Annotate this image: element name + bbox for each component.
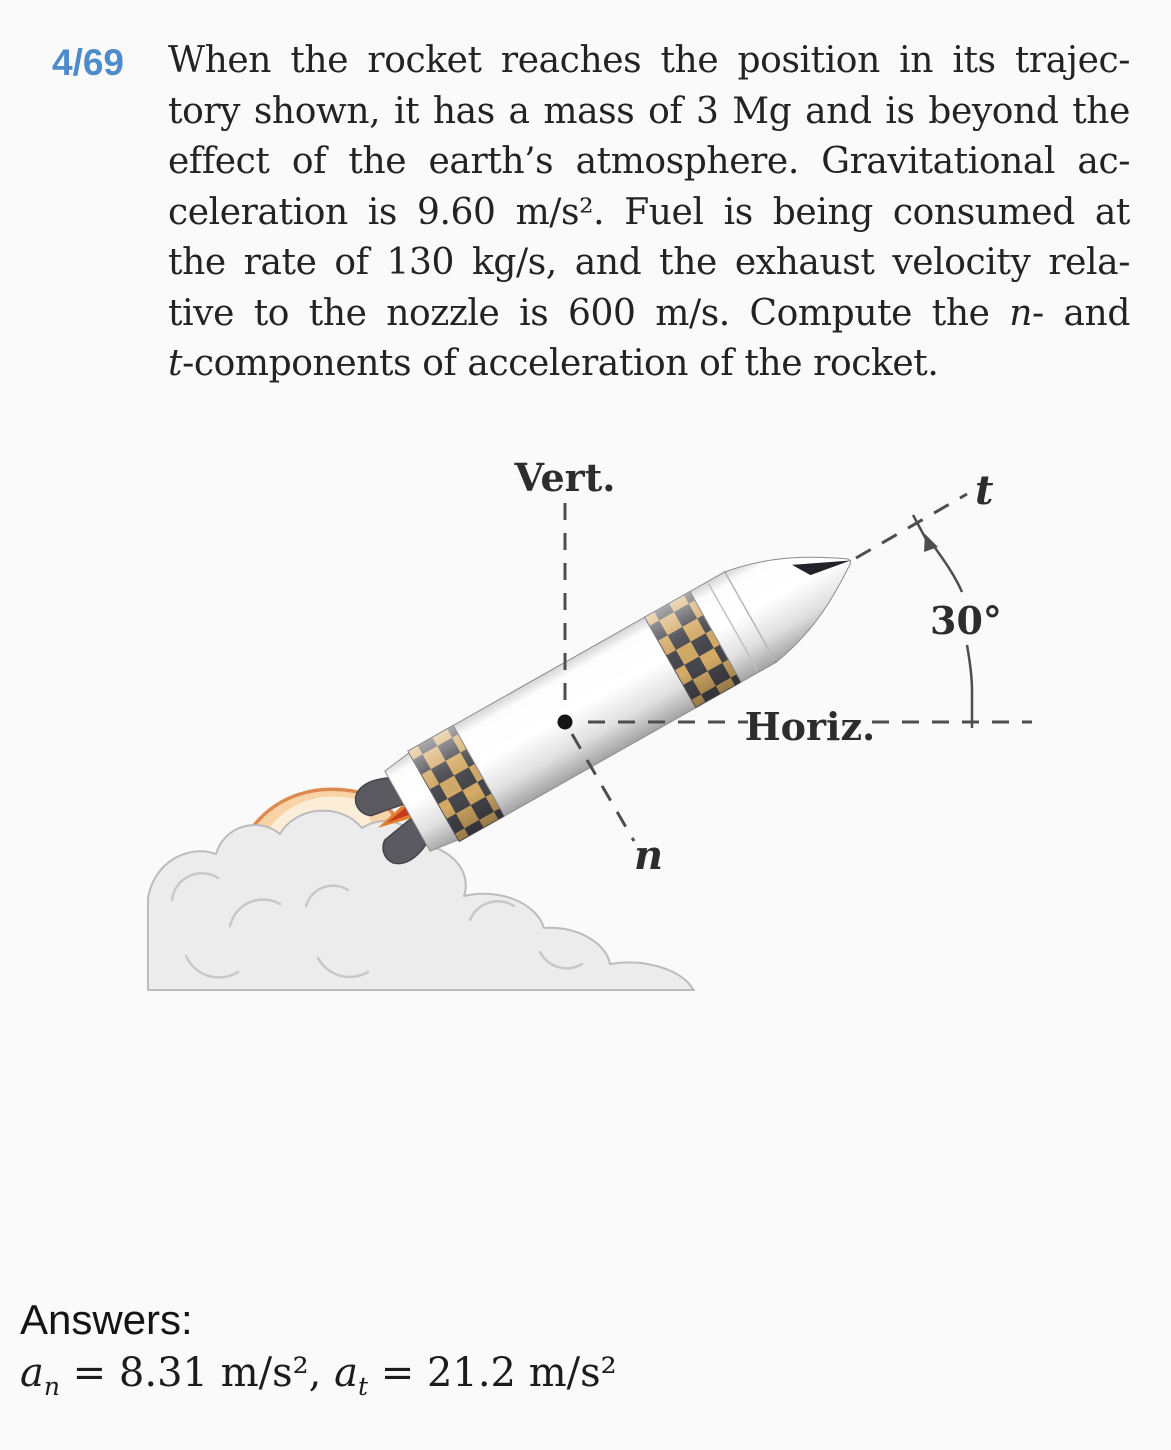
problem-line: celeration is 9.60 m/s². Fuel is being consumed at <box>168 191 1130 233</box>
math-var-t: t <box>168 343 183 384</box>
t-axis-line <box>856 494 967 558</box>
answer-at-sub: t <box>357 1372 368 1401</box>
problem-number: 4/69 <box>52 42 125 83</box>
answer-at-value: = 21.2 m/s² <box>368 1350 617 1396</box>
angle-value-label: 30° <box>930 598 1002 643</box>
center-dot <box>558 715 573 730</box>
line-text: tive to the nozzle is 600 m/s. Compute the <box>168 292 1010 334</box>
math-var-n: n <box>1009 292 1033 334</box>
answer-an-sub: n <box>43 1372 60 1401</box>
line-text: -components of acceleration of the rocket. <box>182 343 939 384</box>
answer-at-var: a <box>334 1350 358 1396</box>
angle-arc-lower <box>967 645 972 728</box>
vert-label: Vert. <box>514 455 616 500</box>
line-text: - and <box>1032 292 1130 334</box>
rocket-illustration <box>346 515 876 877</box>
answers-values <box>20 1350 617 1401</box>
problem-line: the rate of 130 kg/s, and the exhaust velocity rela- <box>168 242 1130 283</box>
n-axis-label: n <box>634 832 664 879</box>
problem-line: effect of the earth’s atmosphere. Gravitational ac- <box>168 141 1130 182</box>
horiz-label: Horiz. <box>744 704 876 749</box>
problem-line: tory shown, it has a mass of 3 Mg and is beyond the <box>168 90 1130 132</box>
rocket-body <box>453 617 696 816</box>
angle-arc-upper <box>933 545 962 592</box>
problem-line: When the rocket reaches the position in its trajec- <box>168 40 1130 81</box>
t-axis-label: t <box>975 467 994 514</box>
answer-an-var: a <box>20 1350 44 1396</box>
answers-heading: Answers: <box>20 1296 193 1343</box>
answer-an-value: = 8.31 m/s², <box>59 1350 335 1396</box>
